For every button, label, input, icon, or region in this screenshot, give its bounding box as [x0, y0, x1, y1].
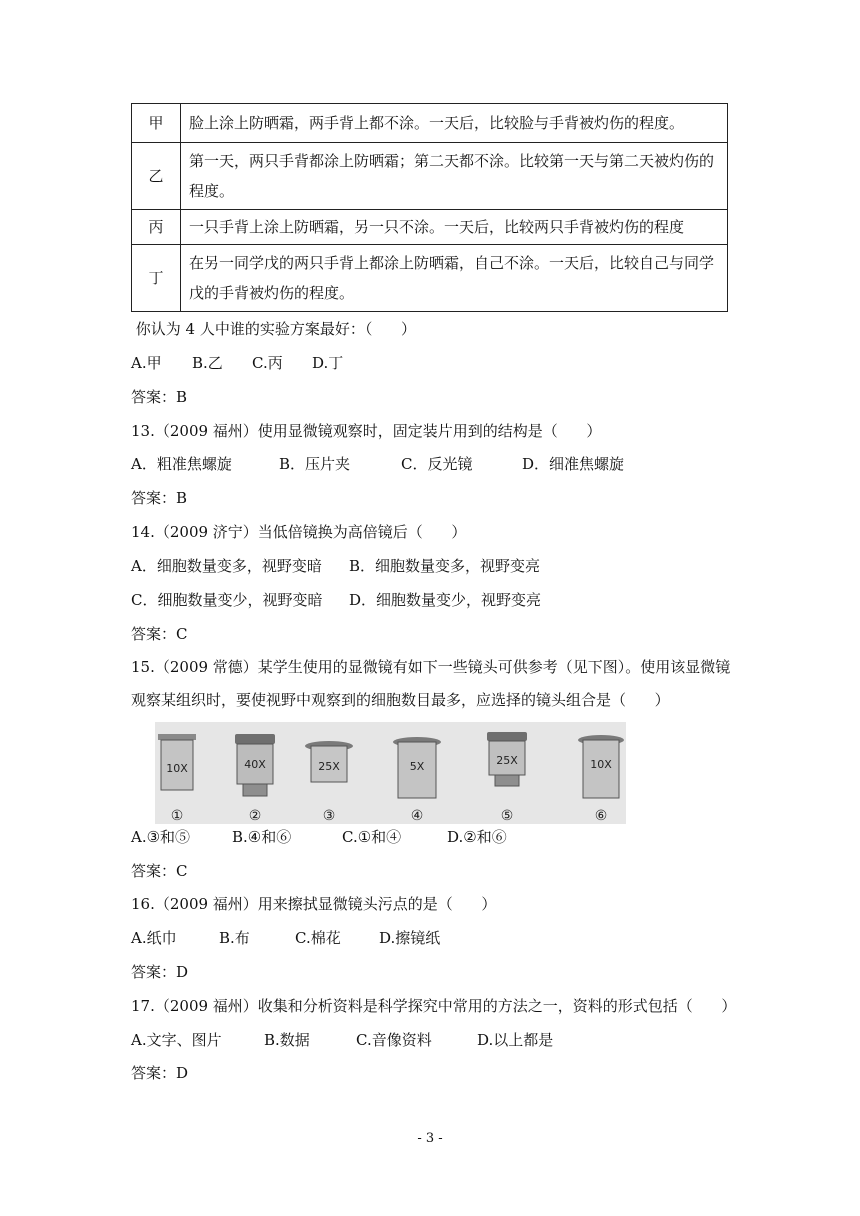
lens-2	[235, 734, 275, 824]
plan-description: 在另一同学戊的两只手背上都涂上防晒霜，自己不涂。一天后，比较自己与同学戊的手背被灼伤的程度。	[181, 245, 728, 312]
option-d: D.丁	[312, 354, 344, 372]
q13-answer: 答案：B	[131, 489, 188, 507]
q14-stem: 14.（2009 济宁）当低倍镜换为高倍镜后（ ）	[131, 523, 467, 541]
plan-description: 一只手背上涂上防晒霜，另一只不涂。一天后，比较两只手背被灼伤的程度	[181, 210, 728, 245]
plan-description: 第一天，两只手背都涂上防晒霜；第二天都不涂。比较第一天与第二天被灼伤的程度。	[181, 143, 728, 210]
q16-answer: 答案：D	[131, 963, 189, 981]
q15-stem-line2: 观察某组织时，要使视野中观察到的细胞数目最多，应选择的镜头组合是（ ）	[131, 691, 670, 709]
option-c: C.棉花	[295, 929, 341, 947]
plan-name: 丁	[132, 245, 181, 312]
q15-stem-line1: 15.（2009 常德）某学生使用的显微镜有如下一些镜头可供参考（见下图）。使用该显微镜	[131, 658, 731, 676]
q12-answer: 答案：B	[131, 388, 188, 406]
option-d: D.②和⑥	[447, 828, 507, 846]
option-a: A．细胞数量变多，视野变暗	[131, 557, 322, 575]
q17-stem: 17.（2009 福州）收集和分析资料是科学探究中常用的方法之一，资料的形式包括（ ）	[131, 997, 737, 1015]
table-row	[132, 245, 728, 312]
option-c: C.丙	[252, 354, 283, 372]
table-row	[132, 104, 728, 143]
q15-answer: 答案：C	[131, 862, 188, 880]
option-d: D．细胞数量变少，视野变亮	[349, 591, 542, 609]
lens-magnification: 5X	[409, 760, 425, 773]
option-d: D.以上都是	[477, 1031, 554, 1049]
option-b: B.布	[219, 929, 250, 947]
plan-description: 脸上涂上防晒霜，两手背上都不涂。一天后，比较脸与手背被灼伤的程度。	[181, 104, 728, 143]
lens-figure-svg	[155, 722, 626, 824]
lens-number: ①	[170, 808, 184, 824]
plan-name: 丙	[132, 210, 181, 245]
lens-number: ③	[322, 808, 336, 824]
option-c: C．细胞数量变少，视野变暗	[131, 591, 323, 609]
lens-number: ⑤	[500, 808, 514, 824]
q16-stem: 16.（2009 福州）用来擦拭显微镜头污点的是（ ）	[131, 895, 497, 913]
plan-name: 乙	[132, 143, 181, 210]
q14-answer: 答案：C	[131, 625, 188, 643]
lens-number: ②	[248, 808, 262, 824]
q17-answer: 答案：D	[131, 1064, 189, 1082]
option-a: A．粗准焦螺旋	[131, 455, 232, 473]
option-a: A.③和⑤	[131, 828, 191, 846]
lens-magnification: 25X	[496, 754, 518, 767]
lens-3	[305, 741, 353, 824]
option-b: B．细胞数量变多，视野变亮	[349, 557, 541, 575]
plan-name: 甲	[132, 104, 181, 143]
option-a: A.纸巾	[131, 929, 177, 947]
lens-magnification: 40X	[244, 758, 266, 771]
lens-6	[578, 735, 624, 824]
page-number: - 3 -	[417, 1131, 443, 1146]
option-a: A.文字、图片	[131, 1031, 222, 1049]
option-a: A.甲	[131, 354, 162, 372]
lens-magnification: 25X	[318, 760, 340, 773]
option-d: D.擦镜纸	[379, 929, 441, 947]
lens-magnification: 10X	[590, 758, 612, 771]
option-b: B．压片夹	[279, 455, 351, 473]
option-c: C．反光镜	[401, 455, 473, 473]
q13-stem: 13.（2009 福州）使用显微镜观察时，固定装片用到的结构是（ ）	[131, 422, 602, 440]
q12-stem: 你认为 4 人中谁的实验方案最好：（ ）	[131, 320, 416, 338]
lens-1	[158, 734, 196, 824]
lens-4	[393, 737, 441, 824]
table-row	[132, 210, 728, 245]
option-c: C.音像资料	[356, 1031, 432, 1049]
option-b: B.数据	[264, 1031, 310, 1049]
lens-figure	[155, 722, 626, 824]
experiment-plan-table	[131, 103, 728, 312]
lens-magnification: 10X	[166, 762, 188, 775]
option-b: B.乙	[192, 354, 223, 372]
lens-number: ⑥	[594, 808, 608, 824]
table-row	[132, 143, 728, 210]
option-d: D．细准焦螺旋	[522, 455, 625, 473]
option-c: C.①和④	[342, 828, 402, 846]
lens-5	[487, 732, 527, 824]
option-b: B.④和⑥	[232, 828, 292, 846]
lens-number: ④	[410, 808, 424, 824]
